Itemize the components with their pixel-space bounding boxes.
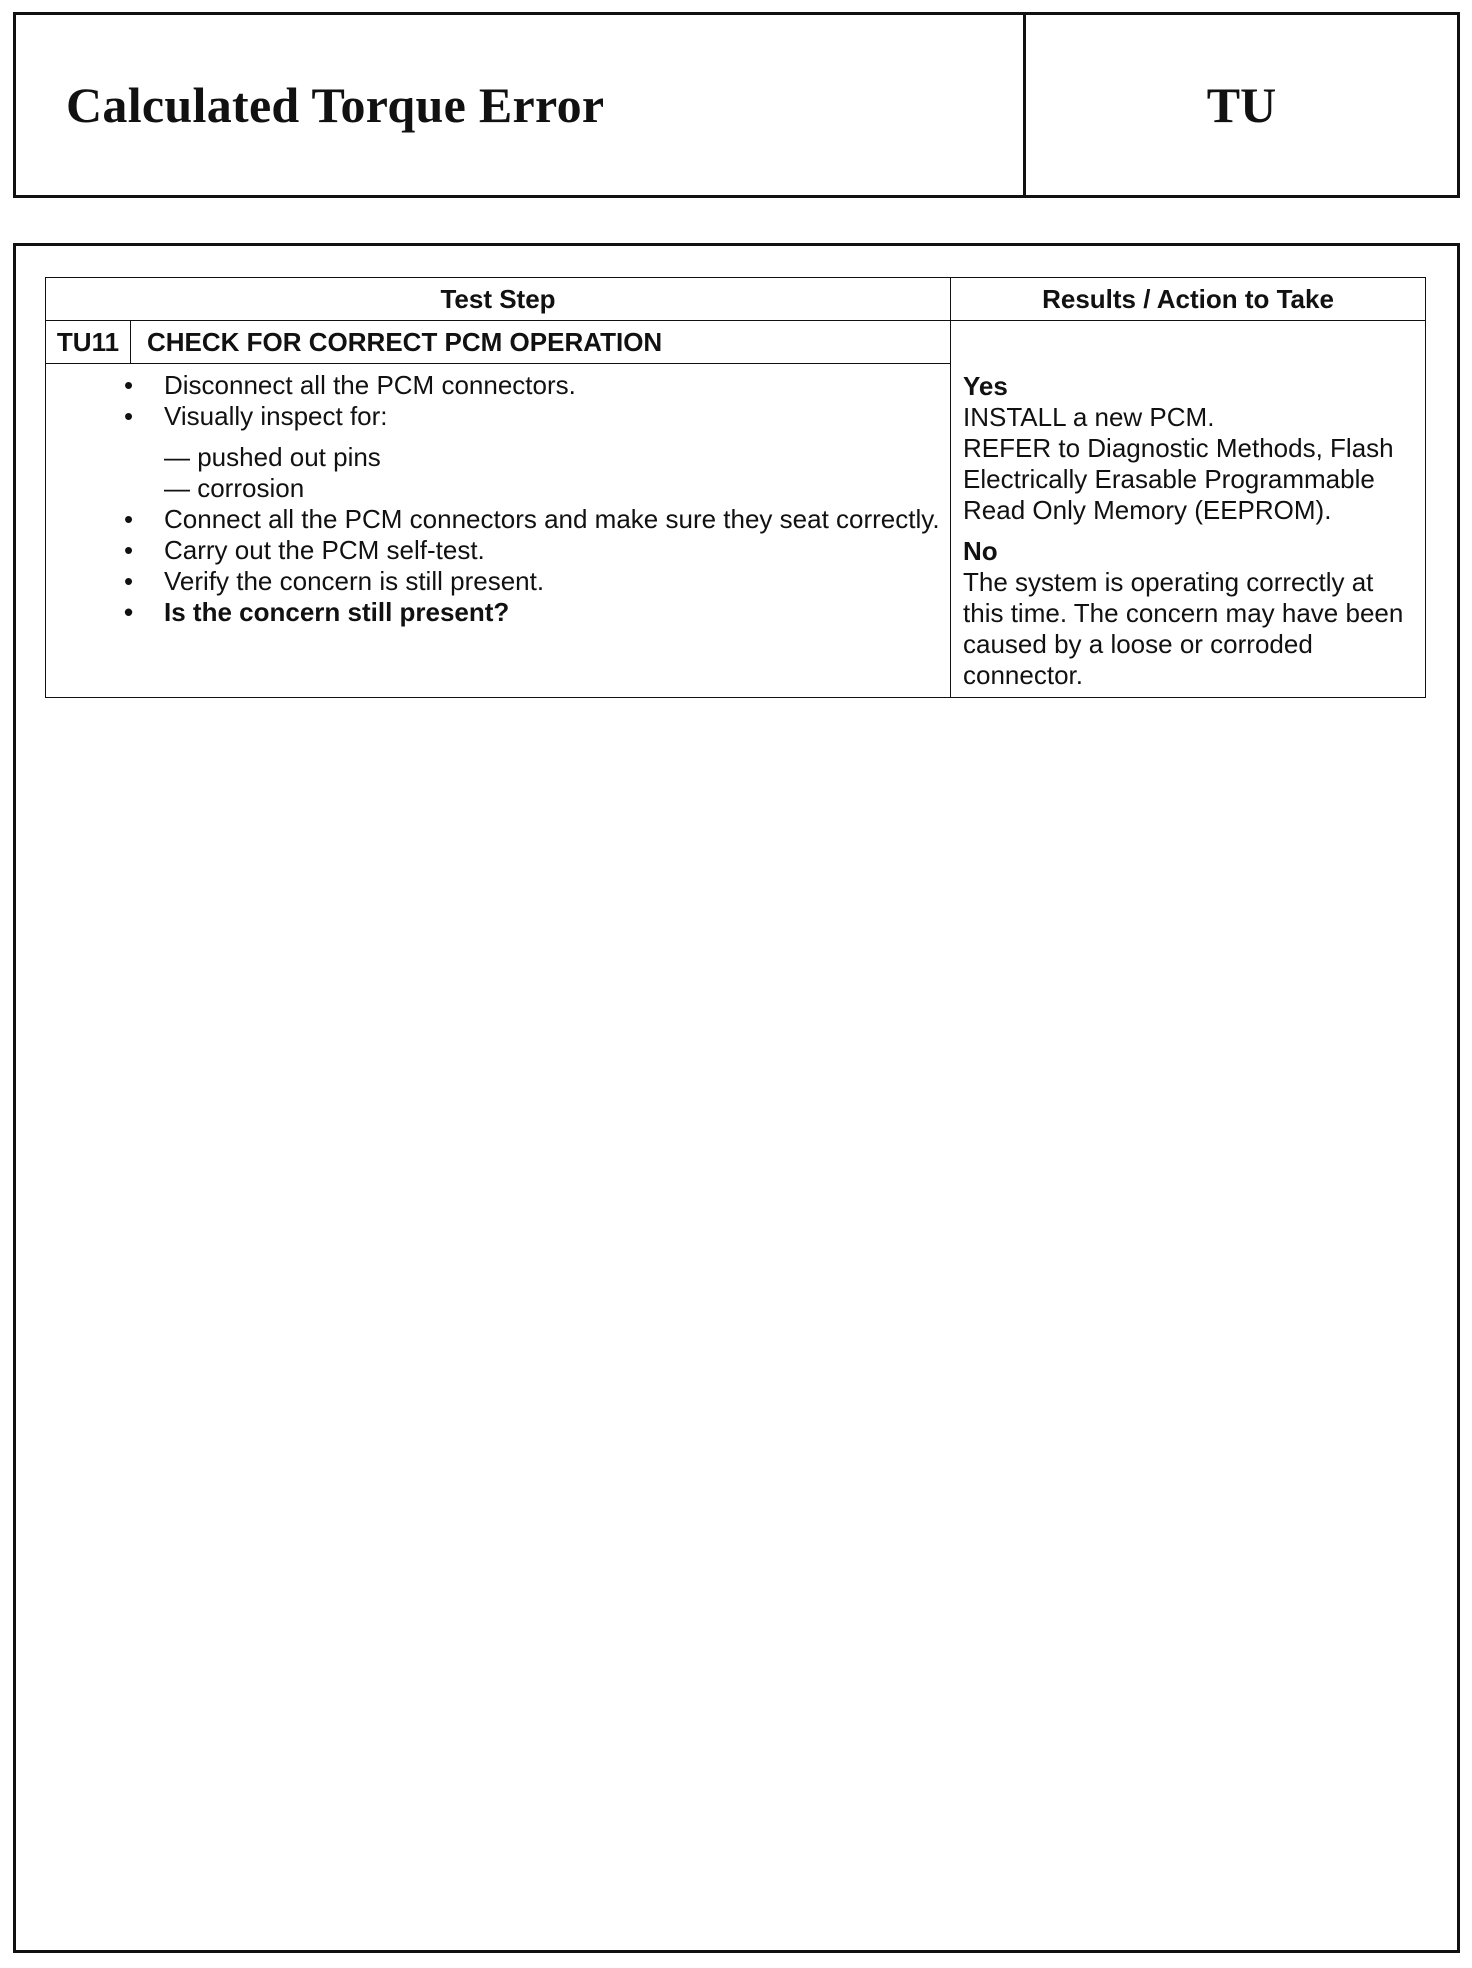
result-yes-reference: REFER to Diagnostic Methods, Flash Electrically Erasable Programmable Read Only Memory (EEPROM). <box>963 433 1394 525</box>
table-header-row <box>46 278 1426 321</box>
results-cell <box>951 321 1426 698</box>
header-title-cell <box>16 15 1026 195</box>
action-item: • Carry out the PCM self-test. <box>124 535 940 566</box>
result-no-text: The system is operating correctly at this time. The concern may have been caused by a loose or corroded connector. <box>963 567 1404 690</box>
action-question: • Is the concern still present? <box>124 597 940 628</box>
action-item: • Visually inspect for: <box>124 401 940 432</box>
action-item: • Verify the concern is still present. <box>124 566 940 597</box>
header-code-cell <box>1026 15 1457 195</box>
test-step-table <box>45 277 1426 698</box>
action-item: • Connect all the PCM connectors and make sure they seat correctly. <box>124 504 940 535</box>
result-yes-action: INSTALL a new PCM. <box>963 402 1215 432</box>
step-id: TU11 <box>46 321 131 364</box>
column-header-test-step: Test Step <box>46 278 951 321</box>
step-title: CHECK FOR CORRECT PCM OPERATION <box>131 321 951 364</box>
inspection-subitem: — pushed out pins <box>164 442 381 472</box>
inspection-sublist <box>124 442 940 504</box>
page-title: Calculated Torque Error <box>66 77 605 133</box>
step-actions <box>46 364 951 698</box>
action-item: • Disconnect all the PCM connectors. <box>124 370 940 401</box>
result-yes-label: Yes <box>963 371 1008 401</box>
step-title-row <box>46 321 1426 364</box>
result-no-label: No <box>963 536 998 566</box>
header-box <box>13 12 1460 198</box>
column-header-results: Results / Action to Take <box>951 278 1426 321</box>
inspection-subitem: — corrosion <box>164 473 305 503</box>
section-code: TU <box>1206 77 1277 133</box>
